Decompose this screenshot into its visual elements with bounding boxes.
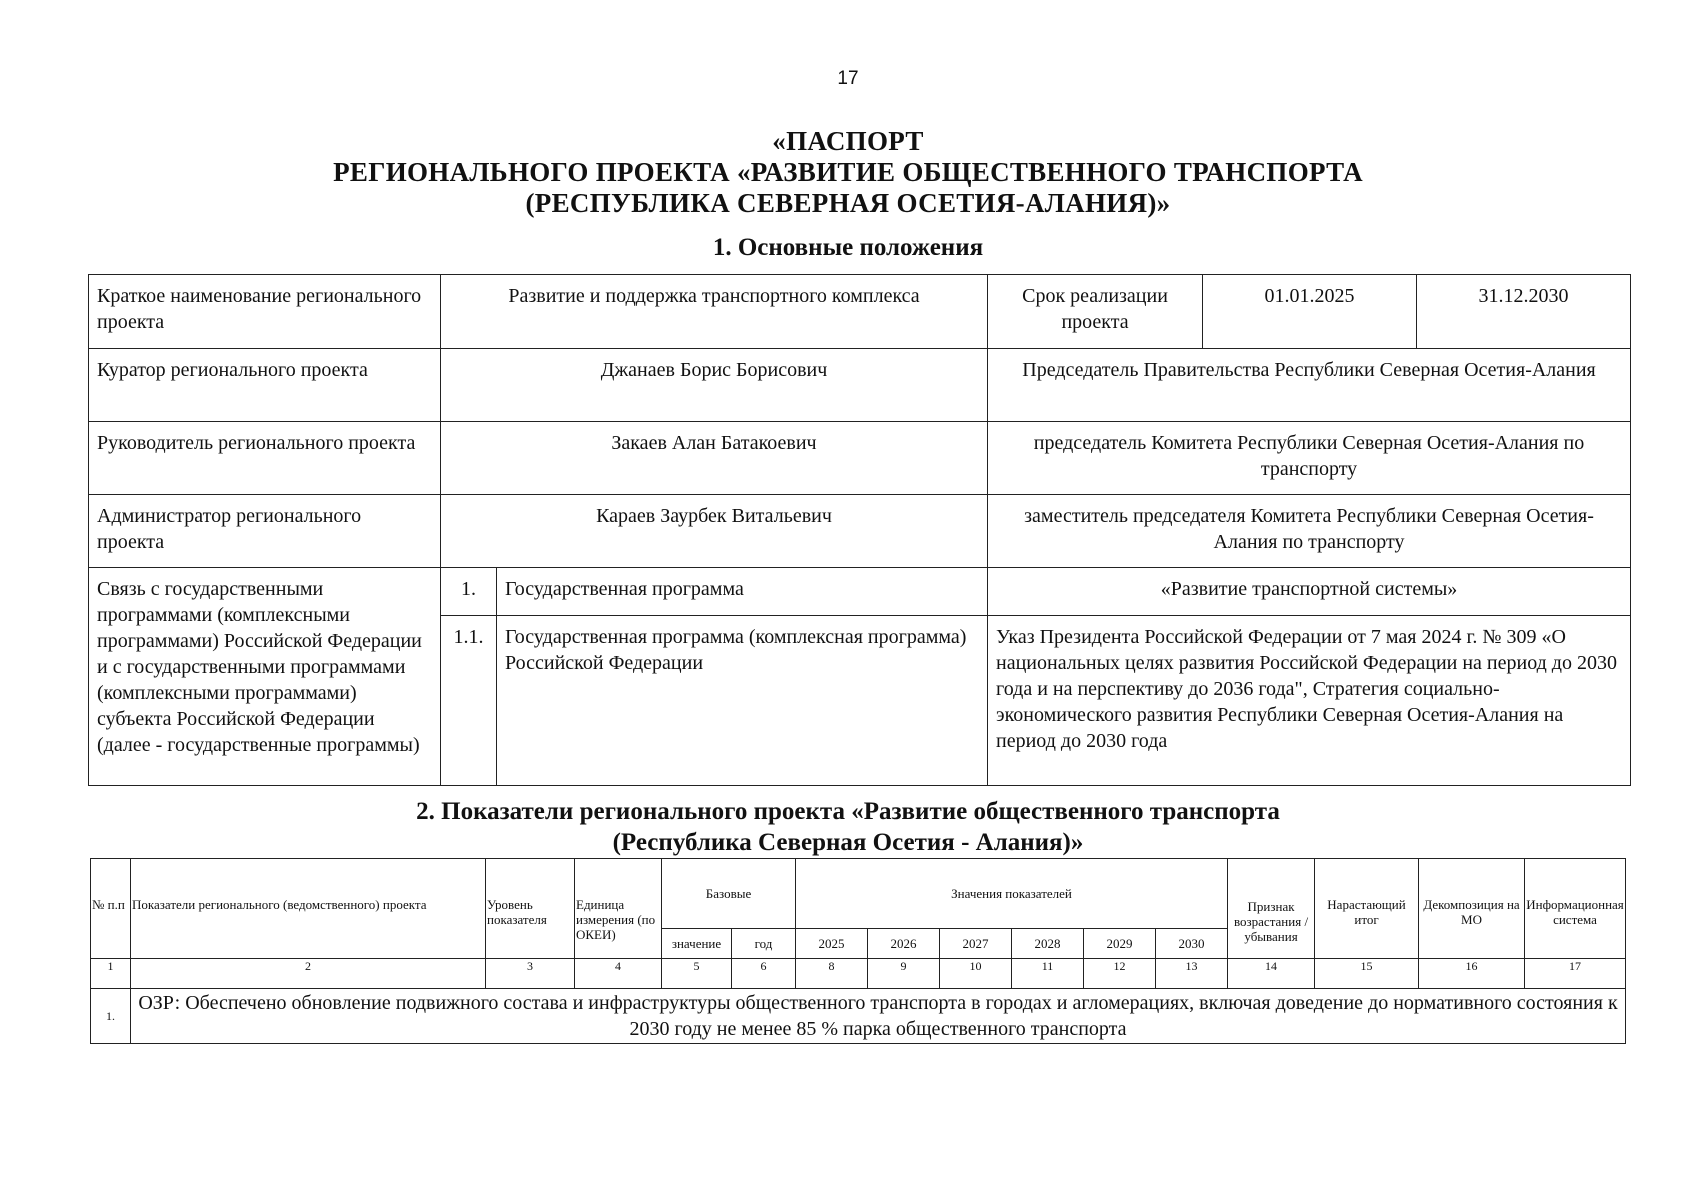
section2-heading xyxy=(0,796,1696,858)
head-label: Руководитель регионального проекта xyxy=(89,422,441,495)
short-name-row xyxy=(89,275,1631,349)
end-date: 31.12.2030 xyxy=(1417,275,1631,349)
header-num: № п.п xyxy=(91,859,131,959)
admin-position: заместитель председателя Комитета Республики Северная Осетия-Алания по транспорту xyxy=(988,495,1631,568)
admin-name: Караев Заурбек Витальевич xyxy=(441,495,988,568)
header-year: 2030 xyxy=(1156,929,1228,959)
header-year: 2027 xyxy=(940,929,1012,959)
column-number: 12 xyxy=(1084,959,1156,989)
column-number: 4 xyxy=(575,959,662,989)
header-values: Значения показателей xyxy=(796,859,1228,929)
header-year: 2026 xyxy=(868,929,940,959)
admin-label: Администратор регионального проекта xyxy=(89,495,441,568)
header-base-year: год xyxy=(732,929,796,959)
title-line: «ПАСПОРТ xyxy=(772,126,924,156)
column-number: 8 xyxy=(796,959,868,989)
column-number: 17 xyxy=(1525,959,1626,989)
header-year: 2029 xyxy=(1084,929,1156,959)
title-line: (РЕСПУБЛИКА СЕВЕРНАЯ ОСЕТИЯ-АЛАНИЯ)» xyxy=(525,188,1171,218)
curator-position: Председатель Правительства Республики Северная Осетия-Алания xyxy=(988,349,1631,422)
row-number: 1. xyxy=(91,989,131,1044)
curator-name: Джанаев Борис Борисович xyxy=(441,349,988,422)
program-num: 1.1. xyxy=(441,616,497,786)
column-number: 15 xyxy=(1315,959,1419,989)
program-name: «Развитие транспортной системы» xyxy=(988,568,1631,616)
header-base-value: значение xyxy=(662,929,732,959)
main-provisions-table xyxy=(88,274,1631,786)
column-number: 2 xyxy=(131,959,486,989)
header-year: 2028 xyxy=(1012,929,1084,959)
section2-heading-line: 2. Показатели регионального проекта «Развитие общественного транспорта xyxy=(416,798,1280,825)
section2-heading-line: (Республика Северная Осетия - Алания)» xyxy=(612,829,1084,856)
header-base: Базовые xyxy=(662,859,796,929)
table-row xyxy=(91,989,1626,1044)
program-num: 1. xyxy=(441,568,497,616)
column-number: 6 xyxy=(732,959,796,989)
section1-heading: 1. Основные положения xyxy=(712,234,984,261)
short-name-value: Развитие и поддержка транспортного комплекса xyxy=(441,275,988,349)
column-numbers-row xyxy=(91,959,1626,989)
term-label: Срок реализации проекта xyxy=(988,275,1203,349)
header-indicator: Показатели регионального (ведомственного) проекта xyxy=(131,859,486,959)
program-type: Государственная программа xyxy=(497,568,988,616)
header-cumulative: Нарастающий итог xyxy=(1315,859,1419,959)
curator-label: Куратор регионального проекта xyxy=(89,349,441,422)
column-number: 10 xyxy=(940,959,1012,989)
program-name: Указ Президента Российской Федерации от 7 мая 2024 г. № 309 «О национальных целях развития Российской Федерации на период до 2030 года и на перспективу до 2036 года", Стратегия социально-экономического развития Республики Северная Осетия-Алания на период до 2030 года xyxy=(988,616,1631,786)
link-label: Связь с государственными программами (комплексными программами) Российской Федерации и с государственными программами (комплексными программами) субъекта Российской Федерации (далее - государственные программы) xyxy=(89,568,441,786)
header-trend: Признак возрастания / убывания xyxy=(1228,859,1315,959)
header-level: Уровень показателя xyxy=(486,859,575,959)
header-year: 2025 xyxy=(796,929,868,959)
short-name-label: Краткое наименование регионального проекта xyxy=(89,275,441,349)
column-number: 14 xyxy=(1228,959,1315,989)
program-type: Государственная программа (комплексная программа) Российской Федерации xyxy=(497,616,988,786)
header-info-system: Информационная система xyxy=(1525,859,1626,959)
column-number: 16 xyxy=(1419,959,1525,989)
column-number: 3 xyxy=(486,959,575,989)
head-row xyxy=(89,422,1631,495)
column-number: 9 xyxy=(868,959,940,989)
document-title xyxy=(0,126,1696,219)
header-unit: Единица измерения (по ОКЕИ) xyxy=(575,859,662,959)
header-decomposition: Декомпозиция на МО xyxy=(1419,859,1525,959)
indicators-table xyxy=(90,858,1626,1044)
title-line: РЕГИОНАЛЬНОГО ПРОЕКТА «РАЗВИТИЕ ОБЩЕСТВЕННОГО ТРАНСПОРТА xyxy=(333,157,1363,187)
row-text: ОЗР: Обеспечено обновление подвижного состава и инфраструктуры общественного транспорта в городах и агломерациях, включая доведение до нормативного состояния к 2030 году не менее 85 % парка общественного транспорта xyxy=(131,989,1626,1044)
header-row xyxy=(91,859,1626,929)
column-number: 5 xyxy=(662,959,732,989)
head-name: Закаев Алан Батакоевич xyxy=(441,422,988,495)
start-date: 01.01.2025 xyxy=(1203,275,1417,349)
admin-row xyxy=(89,495,1631,568)
column-number: 13 xyxy=(1156,959,1228,989)
column-number: 11 xyxy=(1012,959,1084,989)
page-number: 17 xyxy=(837,68,859,89)
program-row xyxy=(89,568,1631,616)
curator-row xyxy=(89,349,1631,422)
head-position: председатель Комитета Республики Северная Осетия-Алания по транспорту xyxy=(988,422,1631,495)
column-number: 1 xyxy=(91,959,131,989)
